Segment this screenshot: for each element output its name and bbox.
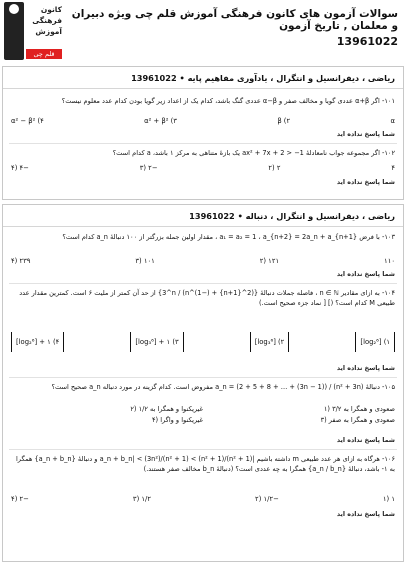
option-3[interactable]: صعودی و همگرا به صفر (۳ [320,416,395,424]
question-105: ۱۰۵- دنبالهٔ a_n = (2 + 5 + 8 + … + (3n − 1)) / (n² + 3n) مفروض است. کدام گزینه در مورد دنباله a_n صحیح است؟ [51,383,395,391]
answer-status: شما پاسخ نداده اید [336,511,395,518]
question-106-options [11,495,395,503]
answer-status: شما پاسخ نداده اید [336,365,395,372]
option-3[interactable]: α² + β² (۳ [144,117,177,125]
section-heading: ریاضی ، دیفرانسیل و انتگرال ، دنباله • 13961022 [3,205,403,227]
option-4[interactable]: −۴ (۴ [11,164,29,172]
logo-figure-icon [4,2,24,60]
option-1[interactable]: [log₂⁶] (۱ [355,332,395,352]
option-3[interactable]: −۲ (۳ [139,164,158,172]
question-104: ۱۰۴- به ازای مقادیر n ∈ ℕ ، فاصله جملات دنبالهٔ {(2^{n+1} + (−1)^n) / 3^n} از حد آن کمتر از ملیت ۶ است. کمترین مقدار عدد طبیعی M کدام است؟ (] [ نماد جزء صحیح است.) [19,289,395,307]
question-105-options [11,405,395,427]
answer-status: شما پاسخ نداده اید [336,131,395,138]
page-header [0,0,406,62]
question-103: ۱۰۳- با فرض a₁ = a₂ = 1 ، a_{n+2} = 2a_n + a_{n+1} ، مقدار اولین جمله بزرگتر از ۱۰۰ دنبالهٔ a_n کدام است؟ [62,233,395,241]
section-sequences [2,204,404,562]
option-4[interactable]: ۲۳۹ (۴ [11,257,31,265]
question-103-options [11,257,395,265]
divider [9,449,397,450]
exam-date: 13961022 [336,35,398,48]
option-2[interactable]: ۱۲۱ (۲ [259,257,280,265]
question-102-options [11,164,395,172]
divider [9,377,397,378]
section-heading: ریاضی ، دیفرانسیل و انتگرال ، یادآوری مفاهیم پایه • 13961022 [3,67,403,89]
option-1[interactable]: صعودی و همگرا به ۳/۲ (۱ [323,405,395,413]
page-title: سوالات آزمون های کانون فرهنگی آموزش قلم چی ویژه دبیران و معلمان , تاریخ آزمون [71,8,398,32]
option-3[interactable]: ۱۰۱ (۳ [135,257,155,265]
option-4[interactable]: [log₂⁶] + ۱ (۴ [11,332,64,352]
logo-text-2: فرهنگی [32,16,62,25]
question-101-options [11,117,395,125]
option-2[interactable]: [log₃⁶] (۲ [250,332,290,352]
option-2[interactable]: غیریکنوا و همگرا به ۱/۲ (۲ [130,405,203,413]
option-1[interactable]: α [390,117,395,125]
logo-text-3: آموزش [35,27,62,36]
question-106: ۱۰۶- هرگاه به ازای هر عدد طبیعی m داشته باشیم |a_n + b_n| < (3n²)/(n² + 1) < (n² + 1)/(n² + 1) و دنبالهٔ {a_n + b_n} همگرا به ۱- باشد، دنبالهٔ {a_n / b_n} همگرا به چه عددی است؟ (دنبالهٔ b_n مخالف صفر هستند.) [15,455,395,473]
logo-badge: قلم چی [26,49,62,59]
question-101: ۱۰۱- اگر α+β عددی گویا و مخالف صفر و α−β عددی گنگ باشد، کدام یک از اعداد زیر گویا بودن کدام عدد معلوم نیست؟ [61,97,395,105]
option-2[interactable]: ۲ (۲ [268,164,281,172]
answer-status: شما پاسخ نداده اید [336,271,395,278]
answer-status: شما پاسخ نداده اید [336,437,395,444]
option-1[interactable]: ۱۱۰ [384,257,395,265]
option-2[interactable]: β (۲ [277,117,291,125]
divider [9,143,397,144]
kanoon-logo [4,2,62,60]
question-102: ۱۰۲- اگر مجموعه جواب نامعادلهٔ 1− < ax² + 7x + 2 یک بازهٔ متناهی به مرکز ۱ باشد، a کدام است؟ [112,149,395,157]
option-1[interactable]: ۴ [391,164,395,172]
logo-text-1: کانون [40,5,62,14]
option-4[interactable]: α² − β² (۴ [11,117,44,125]
option-1[interactable]: ۱ (۱ [382,495,395,503]
question-104-options [11,327,395,357]
option-4[interactable]: −۲ (۴ [11,495,29,503]
section-basic-concepts [2,66,404,200]
option-2[interactable]: −۱/۲ (۲ [255,495,279,503]
answer-status: شما پاسخ نداده اید [336,179,395,186]
option-3[interactable]: [log₃⁶] + ۱ (۳ [130,332,183,352]
option-3[interactable]: ۱/۲ (۳ [132,495,151,503]
option-4[interactable]: غیریکنوا و واگرا (۴ [152,416,203,424]
divider [9,283,397,284]
